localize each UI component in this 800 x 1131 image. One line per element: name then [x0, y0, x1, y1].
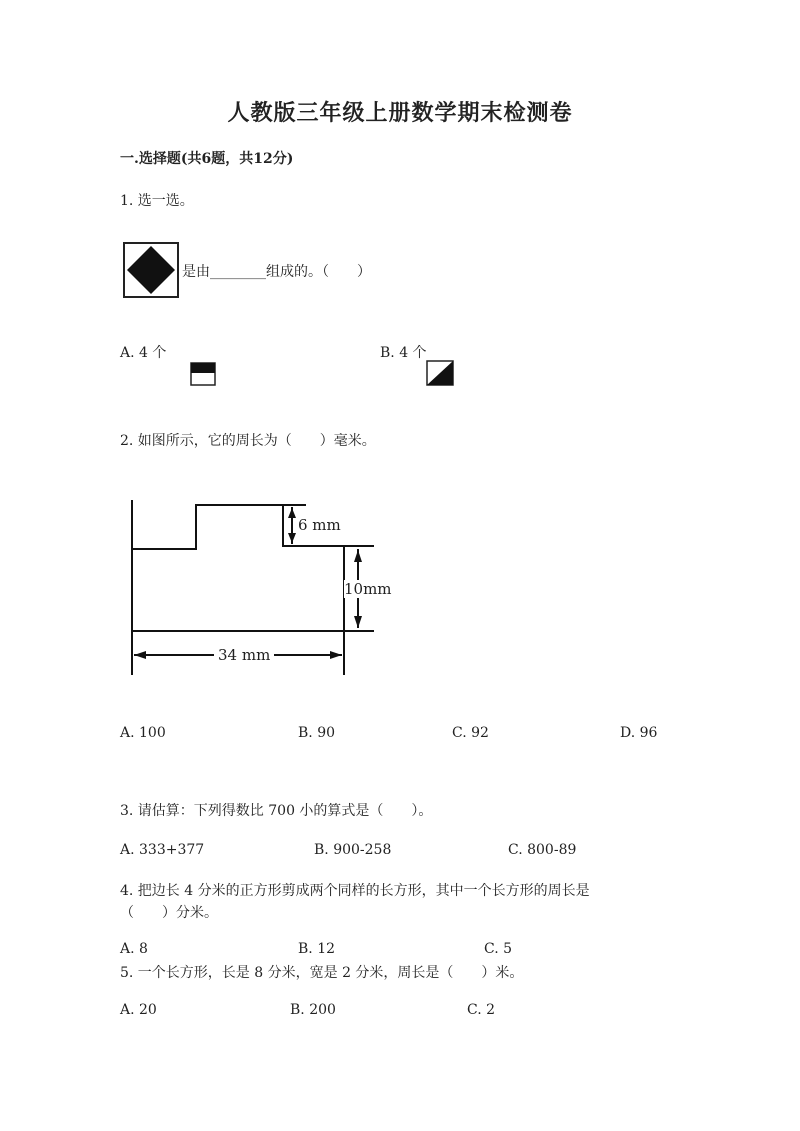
question-4-text-line-2: （ ）分米。 [120, 905, 218, 921]
question-1-caption: 是由________组成的。（ ） [182, 264, 371, 280]
question-5-option-a[interactable]: A. 20 [120, 1002, 157, 1018]
question-4-option-a[interactable]: A. 8 [120, 941, 148, 957]
right-dimension-label: 10mm [344, 580, 392, 598]
question-5-option-c[interactable]: C. 2 [467, 1002, 496, 1018]
question-1-option-a[interactable]: A. 4 个 [120, 345, 167, 361]
diamond-square-figure [123, 242, 179, 298]
question-1-option-b[interactable]: B. 4 个 [380, 345, 427, 361]
question-3-option-b[interactable]: B. 900-258 [314, 842, 392, 858]
question-5-text: 5. 一个长方形，长是 8 分米，宽是 2 分米，周长是（ ）米。 [120, 965, 524, 981]
question-2-option-a[interactable]: A. 100 [120, 725, 166, 741]
page-title: 人教版三年级上册数学期末检测卷 [227, 100, 573, 126]
question-2-option-c[interactable]: C. 92 [452, 725, 489, 741]
question-4-text-line-1: 4. 把边长 4 分米的正方形剪成两个同样的长方形，其中一个长方形的周长是 [120, 883, 590, 899]
question-2-text: 2. 如图所示，它的周长为（ ）毫米。 [120, 433, 376, 449]
question-4-option-c[interactable]: C. 5 [484, 941, 513, 957]
diagonal-triangle-square-icon [426, 360, 454, 386]
question-3-text: 3. 请估算：下列得数比 700 小的算式是（ ）。 [120, 803, 433, 819]
question-3-option-c[interactable]: C. 800-89 [508, 842, 577, 858]
question-2-option-d[interactable]: D. 96 [620, 725, 658, 741]
top-dimension-label: 6 mm [298, 516, 341, 534]
question-1-text: 1. 选一选。 [120, 193, 194, 209]
section-heading: 一.选择题(共6题，共12分) [120, 151, 294, 167]
half-filled-square-icon [190, 362, 216, 386]
bottom-dimension-label: 34 mm [214, 646, 274, 664]
question-3-option-a[interactable]: A. 333+377 [120, 842, 205, 858]
question-4-option-b[interactable]: B. 12 [298, 941, 336, 957]
question-2-option-b[interactable]: B. 90 [298, 725, 336, 741]
question-5-option-b[interactable]: B. 200 [290, 1002, 336, 1018]
